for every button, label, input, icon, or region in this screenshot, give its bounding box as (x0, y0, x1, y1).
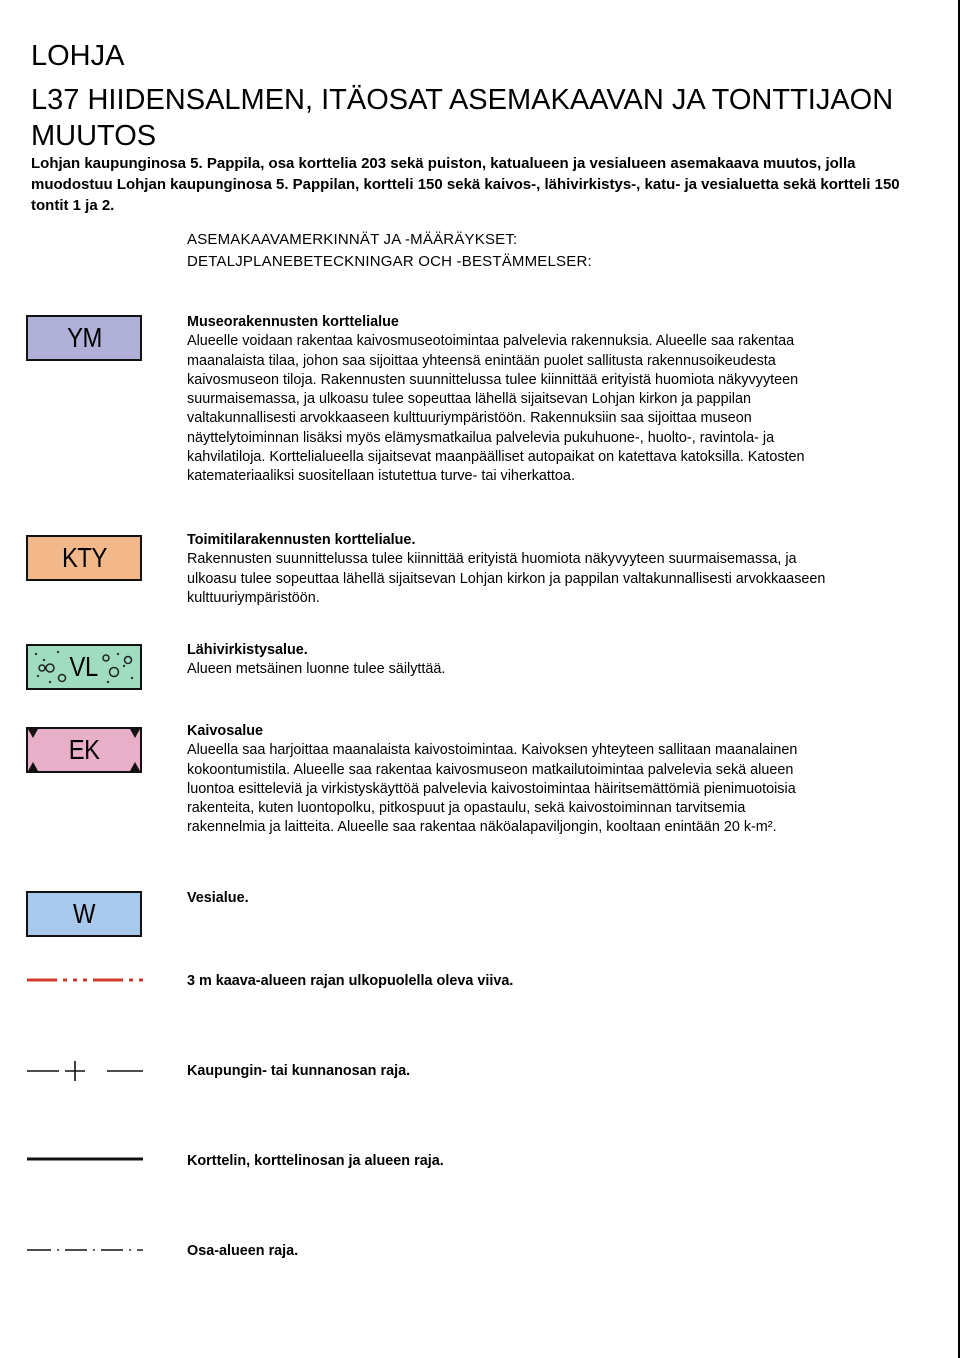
ek-code: EK (68, 734, 100, 765)
ym-symbol (26, 315, 142, 361)
ym-title: Museorakennusten korttelialue (187, 314, 399, 330)
vl-title: Lähivirkistysalue. (187, 642, 308, 658)
vl-body: Alueen metsäinen luonne tulee säilyttää. (187, 661, 446, 678)
vl-entry (187, 641, 827, 680)
ek-title: Kaivosalue (187, 723, 263, 739)
legend-heading-sv: DETALJPLANEBETECKNINGAR OCH -BESTÄMMELSER: (187, 253, 592, 270)
w-title: Vesialue. (187, 890, 249, 906)
kty-symbol (26, 535, 142, 581)
legend-heading-fi: ASEMAKAAVAMERKINNÄT JA -MÄÄRÄYKSET: (187, 231, 518, 248)
outer-boundary-line-icon (27, 972, 145, 988)
subarea-boundary-line-icon (27, 1243, 145, 1257)
ym-entry (187, 313, 827, 487)
kty-code: KTY (61, 542, 107, 573)
w-symbol (26, 891, 142, 937)
kty-body: Rakennusten suunnittelussa tulee kiinnittää erityistä huomiota näkyvyyteen suurmaisemassa, ja ulkoasu tulee sopeuttaa lähellä sijaitsevan Lohjan kirkon ja pappilan valtakunnallisesti arvokkaaseen kulttuuriympäristöön. (187, 551, 826, 606)
subarea-boundary-label: Osa-alueen raja. (187, 1243, 299, 1259)
vl-code: VL (69, 651, 99, 682)
page-title: LOHJA (31, 40, 125, 72)
district-boundary-line-icon (27, 1060, 145, 1082)
district-boundary-label: Kaupungin- tai kunnanosan raja. (187, 1063, 411, 1079)
plan-title: L37 HIIDENSALMEN, ITÄOSAT ASEMAKAAVAN JA TONTTIJAON MUUTOS (31, 84, 894, 152)
outer-boundary-label: 3 m kaava-alueen rajan ulkopuolella oleva viiva. (187, 973, 514, 989)
plan-description: Lohjan kaupunginosa 5. Pappila, osa korttelia 203 sekä puiston, katualueen ja vesialueen asemakaava muutos, jolla muodostuu Lohjan kaupunginosa 5. Pappilan, kortteli 150 sekä kaivos-, lähivirkistys-, katu- ja vesialuetta sekä kortteli 150 tontit 1 ja 2. (31, 155, 900, 214)
block-boundary-label: Korttelin, korttelinosan ja alueen raja. (187, 1153, 444, 1169)
kty-title: Toimitilarakennusten korttelialue. (187, 532, 416, 548)
ek-entry (187, 722, 827, 838)
ek-symbol (26, 727, 142, 773)
vl-symbol (26, 644, 142, 690)
w-entry (187, 889, 827, 908)
ym-body: Alueelle voidaan rakentaa kaivosmuseotoimintaa palvelevia rakennuksia. Alueelle saa rakentaa maanalaista tilaa, johon saa sijoittaa yhteensä enintään puolet sallitusta rakennusoikeudesta kaivosmuseon tiloja. Rakennusten suunnittelussa tulee kiinnittää erityistä huomiota näkyvyyteen suurmaisemassa, ja ulkoasu tulee sopeuttaa lähellä sijaitsevan Lohjan kirkon ja pappilan valtakunnallisesti arvokkaaseen kulttuuriympäristöön. Rakennuksiin saa sijoittaa museon näyttelytoiminnan lisäksi myös elämysmatkailua palvelevia pukuhuone-, huolto-, ravintola- ja kahvilatiloja. Korttelialueella sijaitsevat maanpäälliset autopaikat on katettava katoksilla. Katosten katemateriaaliksi suositellaan istutettua turve- tai viherkattoa. (187, 333, 805, 485)
kty-entry (187, 531, 827, 608)
legend-heading (187, 229, 592, 273)
w-code: W (72, 898, 96, 929)
ym-code: YM (66, 322, 102, 353)
block-boundary-line-icon (27, 1152, 145, 1166)
ek-body: Alueella saa harjoittaa maanalaista kaivostoimintaa. Kaivoksen yhteyteen sallitaan maanalainen kokoontumistila. Alueelle saa rakentaa kaivosmuseon matkailutoimintaa palvelevia sekä alueen luontoa esitteleviä ja virkistyskäyttöä palvelevia kaivostoimintaa häiritsemättömiä pienimuotoisia rakenteita, kuten luontopolku, pitkospuut ja opastaulu, sekä kaivostoiminnan tarvitsemia rakennelmia ja laitteita. Alueelle saa rakentaa näköalapaviljongin, kooltaan enintään 20 k-m². (187, 742, 798, 836)
